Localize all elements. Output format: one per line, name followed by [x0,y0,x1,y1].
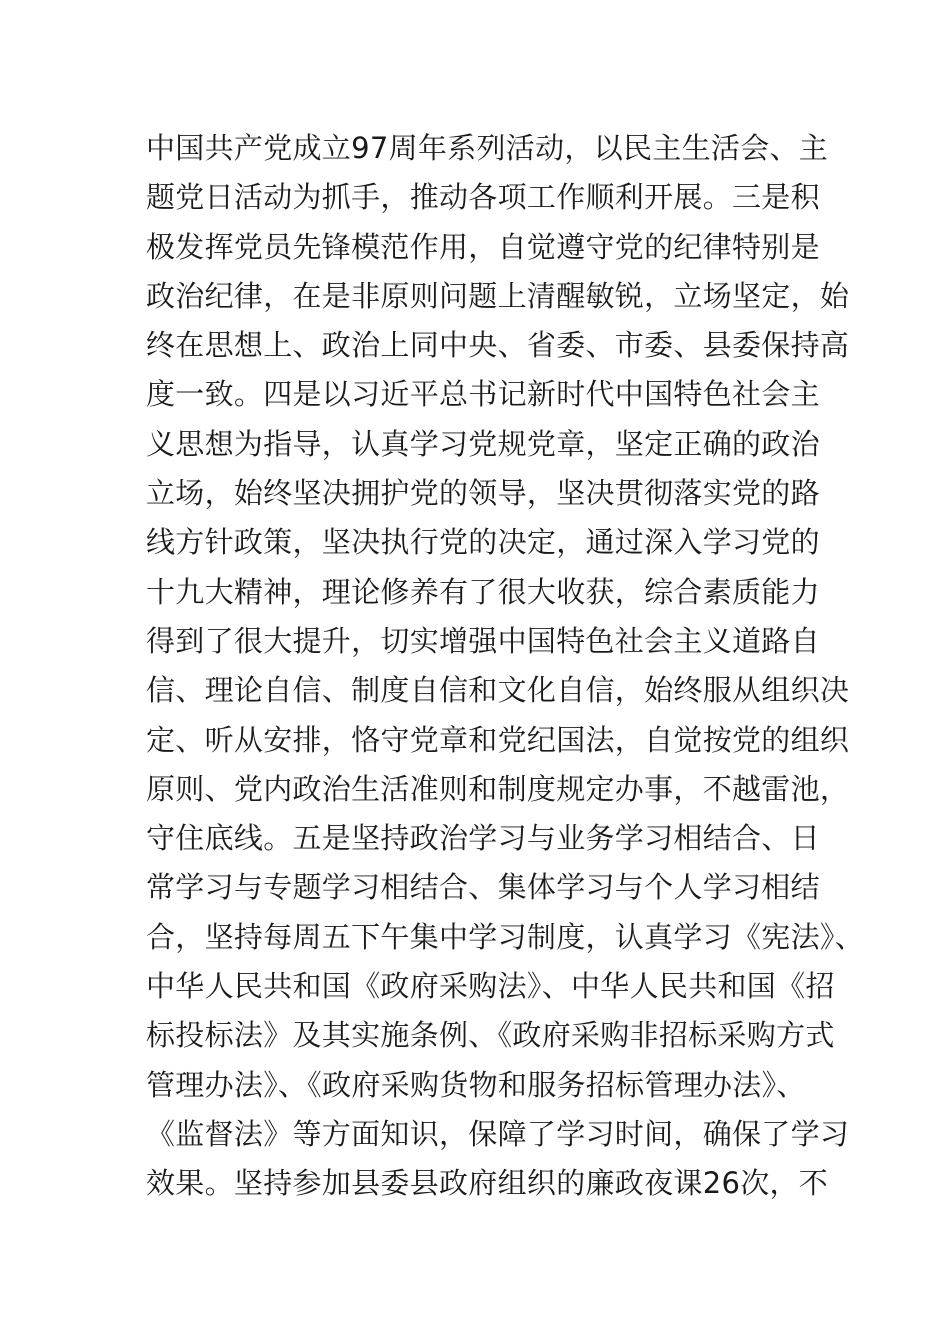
paragraph-line: 原则、党内政治生活准则和制度规定办事，不越雷池， [146,771,850,806]
paragraph-line: 十九大精神，理论修养有了很大收获，综合素质能力 [146,574,820,609]
paragraph-line: 线方针政策，坚决执行党的决定，通过深入学习党的 [146,525,820,560]
paragraph-line: 管理办法》、《政府采购货物和服务招标管理办法》、 [146,1067,806,1102]
paragraph-line: 常学习与专题学习相结合、集体学习与个人学习相结 [146,870,820,905]
paragraph-line: 中国共产党成立97周年系列活动，以民主生活会、主 [146,131,829,165]
paragraph-line: 合，坚持每周五下午集中学习制度，认真学习《宪法》、 [146,919,865,954]
body-paragraph [146,124,865,1209]
paragraph-line: 得到了很大提升，切实增强中国特色社会主义道路自 [146,623,820,658]
paragraph-line: 题党日活动为抓手，推动各项工作顺利开展。三是积 [146,180,820,215]
paragraph-line: 守住底线。五是坚持政治学习与业务学习相结合、日 [146,821,820,856]
paragraph-line: 中华人民共和国《政府采购法》、中华人民共和国《招 [146,969,835,1004]
paragraph-line: 《监督法》等方面知识，保障了学习时间，确保了学习 [146,1116,850,1151]
paragraph-line: 极发挥党员先锋模范作用，自觉遵守党的纪律特别是 [146,229,820,264]
paragraph-line: 立场，始终坚决拥护党的领导，坚决贯彻落实党的路 [146,476,820,511]
paragraph-line: 终在思想上、政治上同中央、省委、市委、县委保持高 [146,328,850,363]
paragraph-line: 义思想为指导，认真学习党规党章，坚定正确的政治 [146,426,820,461]
paragraph-line: 信、理论自信、制度自信和文化自信，始终服从组织决 [146,673,850,708]
paragraph-line: 政治纪律，在是非原则问题上清醒敏锐，立场坚定，始 [146,278,850,313]
paragraph-line: 定、听从安排，恪守党章和党纪国法，自觉按党的组织 [146,722,850,757]
paragraph-line: 效果。坚持参加县委县政府组织的廉政夜课26次，不 [146,1166,829,1201]
paragraph-line: 度一致。四是以习近平总书记新时代中国特色社会主 [146,377,820,412]
paragraph-line: 标投标法》及其实施条例、《政府采购非招标采购方式 [146,1018,835,1053]
